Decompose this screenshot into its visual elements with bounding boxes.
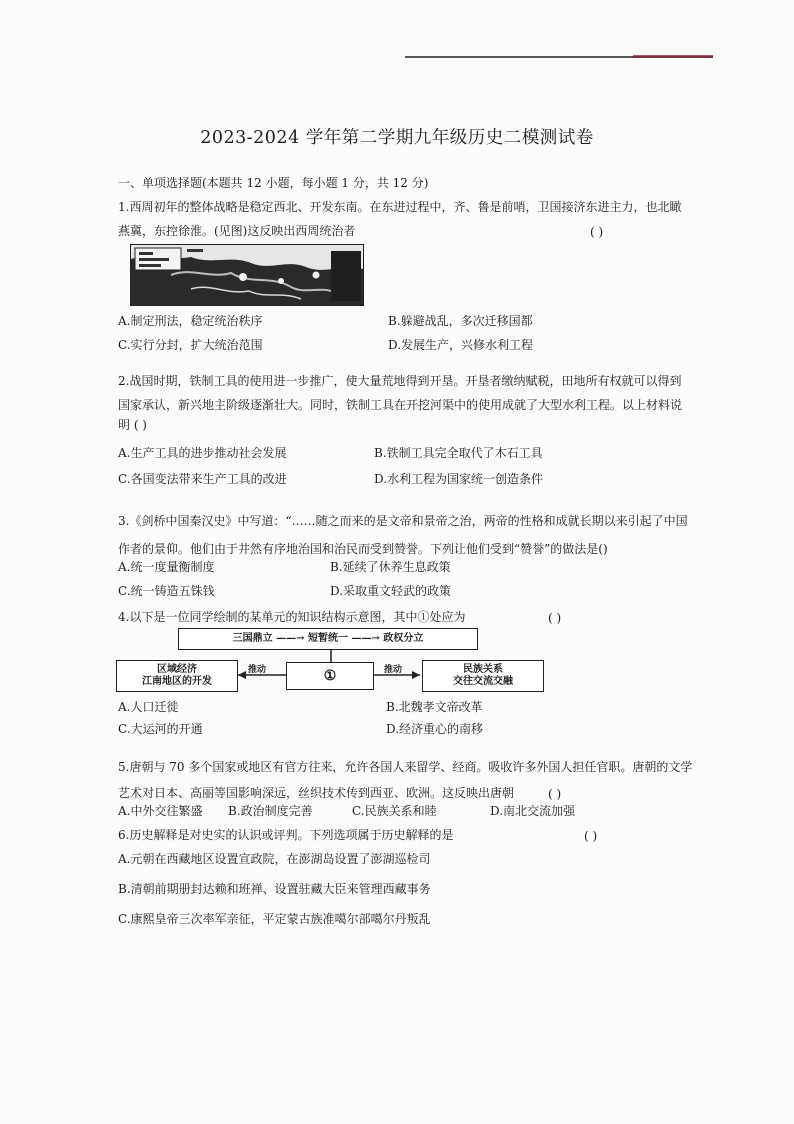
q2-stem-line3: 明 ( )	[118, 418, 147, 432]
q3-stem-line1: 3.《剑桥中国秦汉史》中写道：“……随之而来的是文帝和景帝之治，两帝的性格和成就长期以来引起了中国	[118, 514, 688, 528]
q1-option-a: A.制定刑法，稳定统治秩序	[118, 314, 263, 328]
q2-stem-line1: 2.战国时期，铁制工具的使用进一步推广，使大量荒地得到开垦。开垦者缴纳赋税，田地所有权就可以得到	[118, 374, 682, 388]
q1-option-c: C.实行分封，扩大统治范围	[118, 338, 263, 352]
left-arrow-label: 推动	[248, 665, 267, 675]
q5-option-b: B.政治制度完善	[228, 804, 313, 818]
q3-option-c: C.统一铸造五铢钱	[118, 584, 215, 598]
q6-answer-blank: ( )	[584, 829, 598, 843]
q4-option-b: B.北魏孝文帝改革	[386, 700, 483, 714]
q4-stem: 4.以下是一位同学绘制的某单元的知识结构示意图，其中①处应为	[118, 610, 466, 624]
q2-option-b: B.铁制工具完全取代了木石工具	[374, 446, 543, 460]
unknown-item-box: ①	[286, 662, 374, 690]
q5-stem-line2: 艺术对日本、高丽等国影响深远，丝织技术传到西亚、欧洲。这反映出唐朝	[118, 786, 515, 800]
q2-option-d: D.水利工程为国家统一创造条件	[374, 472, 544, 486]
ethnic-relations-box: 民族关系 交往交流交融	[422, 660, 544, 692]
q4-option-a: A.人口迁徙	[118, 700, 179, 714]
header-rule	[405, 56, 713, 58]
q6-option-c: C.康熙皇帝三次率军亲征，平定蒙古族准噶尔部噶尔丹叛乱	[118, 912, 431, 926]
q2-option-a: A.生产工具的进步推动社会发展	[118, 446, 287, 460]
periods-box: 三国鼎立 ——→ 短暂统一 ——→ 政权分立	[178, 628, 478, 650]
q5-answer-blank: ( )	[548, 787, 562, 801]
western-zhou-map	[130, 244, 364, 306]
q5-option-c: C.民族关系和睦	[352, 804, 437, 818]
q6-stem: 6.历史解释是对史实的认识或评判。下列选项属于历史解释的是	[118, 828, 454, 842]
q5-option-d: D.南北交流加强	[490, 804, 576, 818]
q2-stem-line2: 国家承认，新兴地主阶级逐渐壮大。同时，铁制工具在开挖河渠中的使用成就了大型水利工程。以上材料说	[118, 398, 683, 412]
q3-option-a: A.统一度量衡制度	[118, 560, 215, 574]
q4-option-d: D.经济重心的南移	[386, 722, 484, 736]
regional-economy-box: 区域经济 江南地区的开发	[116, 660, 238, 692]
q6-option-b: B.清朝前期册封达赖和班禅、设置驻藏大臣来管理西藏事务	[118, 882, 431, 896]
q1-answer-blank: ( )	[590, 225, 604, 239]
q1-stem-line1: 1.西周初年的整体战略是稳定西北、开发东南。在东进过程中，齐、鲁是前哨，卫国接济东进主力，也北瞰	[118, 200, 682, 214]
q4-answer-blank: ( )	[548, 611, 562, 625]
q6-option-a: A.元朝在西藏地区设置宣政院，在澎湖岛设置了澎湖巡检司	[118, 852, 431, 866]
q5-option-a: A.中外交往繁盛	[118, 804, 203, 818]
q1-option-d: D.发展生产，兴修水利工程	[388, 338, 534, 352]
q1-option-b: B.躲避战乱，多次迁移国都	[388, 314, 533, 328]
q2-option-c: C.各国变法带来生产工具的改进	[118, 472, 287, 486]
q1-stem-line2: 燕冀，东控徐淮。(见图)这反映出西周统治者	[118, 224, 356, 238]
page-title: 2023-2024 学年第二学期九年级历史二模测试卷	[200, 128, 594, 148]
q3-stem-line2: 作者的景仰。他们由于井然有序地治国和治民而受到赞誉。下列让他们受到“赞誉”的做法是()	[118, 542, 608, 556]
q5-stem-line1: 5.唐朝与 70 多个国家或地区有官方往来，允许各国人来留学、经商。吸收许多外国人担任官职。唐朝的文学	[118, 760, 693, 774]
q4-option-c: C.大运河的开通	[118, 722, 203, 736]
knowledge-structure-diagram	[116, 628, 546, 692]
q3-option-b: B.延续了休养生息政策	[330, 560, 451, 574]
q3-option-d: D.采取重文轻武的政策	[330, 584, 452, 598]
right-arrow-label: 推动	[384, 665, 403, 675]
section-heading: 一、单项选择题(本题共 12 小题，每小题 1 分，共 12 分)	[118, 176, 429, 190]
